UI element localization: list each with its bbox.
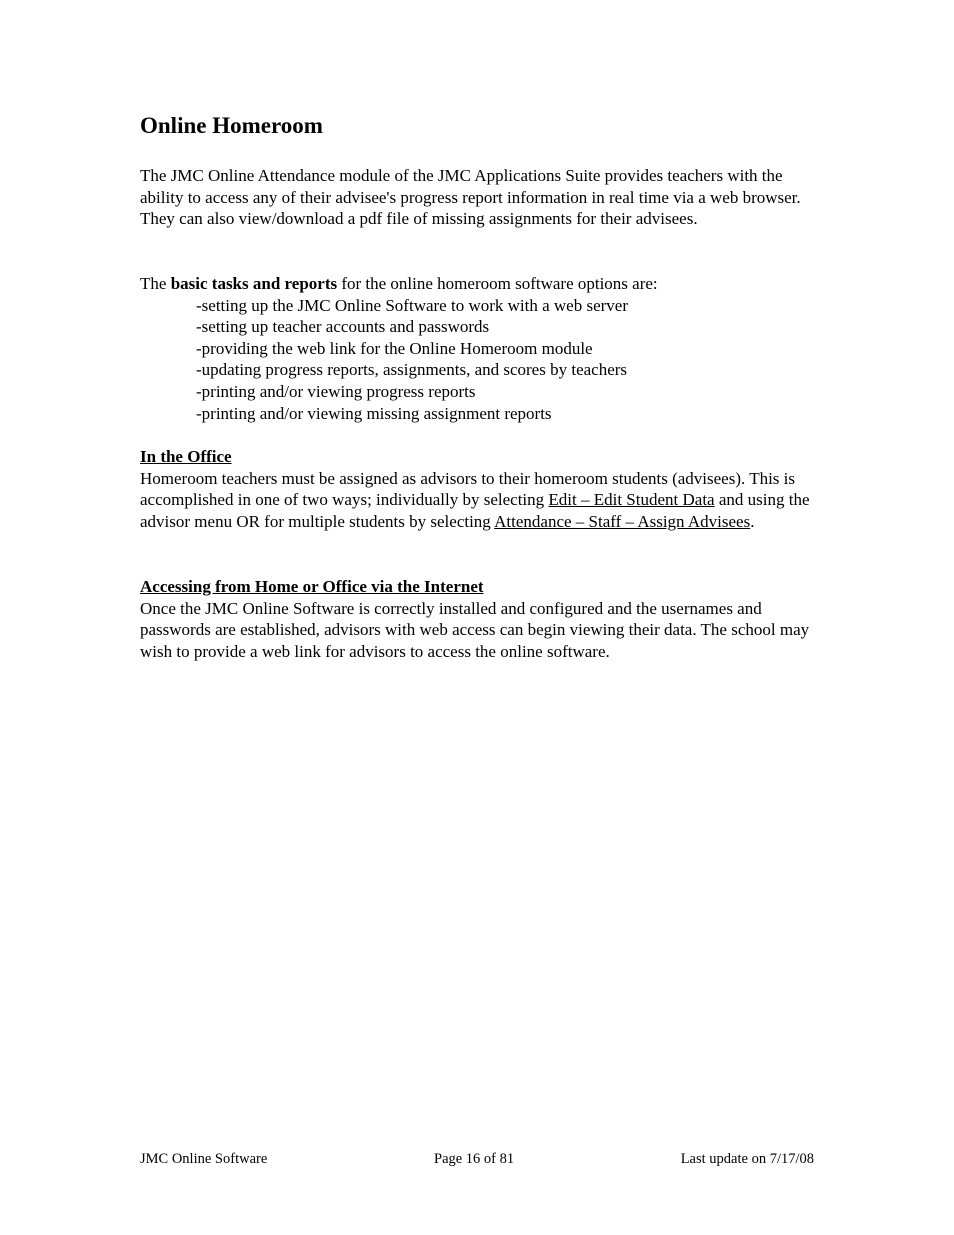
office-text-2: and using the advisor menu OR for multiple students by selecting (140, 490, 810, 531)
tasks-bold-phrase: basic tasks and reports (170, 274, 338, 293)
internet-section (140, 576, 816, 662)
internet-heading: Accessing from Home or Office via the Internet (140, 577, 484, 596)
office-heading: In the Office (140, 447, 232, 466)
tasks-section (140, 273, 816, 424)
footer-page-number: Page 16 of 81 (434, 1151, 515, 1167)
page-footer (140, 1150, 816, 1168)
task-item: -providing the web link for the Online Homeroom module (196, 338, 593, 358)
task-item: -updating progress reports, assignments, and scores by teachers (196, 360, 628, 380)
task-item: -printing and/or viewing missing assignment reports (196, 403, 552, 423)
office-text-1: Homeroom teachers must be assigned as advisors to their homeroom students (advisees). This is accomplished in one of two ways; individually by selecting (140, 468, 796, 510)
office-section (140, 446, 816, 532)
intro-paragraph: The JMC Online Attendance module of the JMC Applications Suite provides teachers with the ability to access any of their advisee's progress report information in real time via a web browser. They can also view/download a pdf file of missing assignments for their advisees. (140, 166, 801, 229)
footer-product-name: JMC Online Software (140, 1151, 268, 1167)
page-title: Online Homeroom (140, 113, 323, 138)
task-item: -setting up the JMC Online Software to work with a web server (196, 295, 628, 315)
tasks-suffix: for the online homeroom software options are: (337, 274, 658, 293)
tasks-intro-paragraph (140, 273, 816, 295)
footer-last-update: Last update on 7/17/08 (680, 1151, 814, 1167)
intro-section (140, 165, 816, 230)
edit-student-data-reference: Edit – Edit Student Data (548, 490, 715, 510)
task-item: -setting up teacher accounts and passwords (196, 317, 490, 337)
tasks-list (140, 295, 816, 425)
tasks-prefix: The (140, 274, 171, 293)
internet-paragraph: Once the JMC Online Software is correctly installed and configured and the usernames and passwords are established, advisors with web access can begin viewing their data. The school may wish to provide a web link for advisors to access the online software. (140, 598, 810, 661)
assign-advisees-reference: Attendance – Staff – Assign Advisees (494, 511, 751, 531)
office-paragraph (140, 468, 816, 533)
task-item: -printing and/or viewing progress reports (196, 381, 476, 401)
office-text-3: . (750, 511, 755, 531)
